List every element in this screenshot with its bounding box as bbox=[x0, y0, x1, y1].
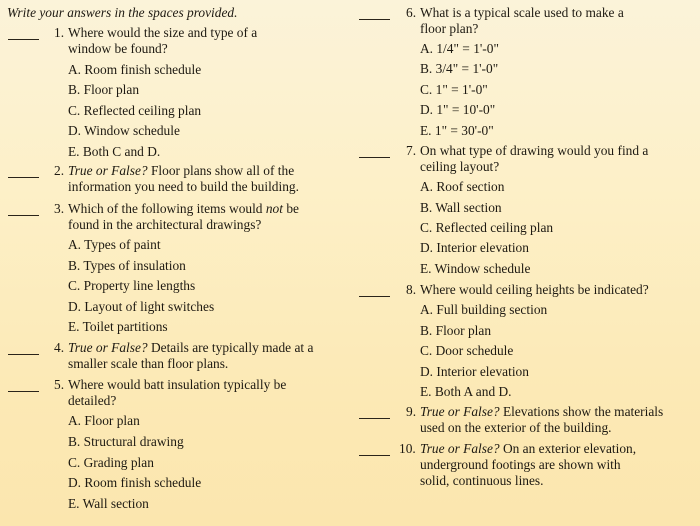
question-stem: On what type of drawing would you find a bbox=[420, 143, 649, 158]
option: E. Wall section bbox=[68, 496, 149, 511]
option: A. Floor plan bbox=[68, 413, 140, 428]
question-1 bbox=[0, 25, 350, 159]
question-stem bbox=[420, 441, 636, 457]
stem-text: be bbox=[282, 201, 299, 216]
question-stem: detailed? bbox=[68, 393, 117, 408]
option: D. Interior elevation bbox=[420, 364, 529, 379]
question-number: 7. bbox=[406, 143, 417, 158]
stem-text: On an exterior elevation, bbox=[499, 441, 637, 456]
question-10 bbox=[358, 441, 700, 491]
question-stem bbox=[68, 163, 294, 179]
option: D. Window schedule bbox=[68, 123, 180, 138]
answer-blank-10[interactable] bbox=[359, 455, 390, 456]
question-stem bbox=[68, 201, 299, 217]
answer-blank-8[interactable] bbox=[359, 296, 390, 297]
question-number: 3. bbox=[54, 201, 65, 216]
option: C. Property line lengths bbox=[68, 278, 196, 293]
stem-text: Which of the following items would bbox=[68, 201, 266, 216]
instructions: Write your answers in the spaces provided. bbox=[7, 5, 238, 20]
true-false-label: True or False? bbox=[420, 404, 500, 419]
answer-blank-2[interactable] bbox=[8, 177, 39, 178]
question-stem: What is a typical scale used to make a bbox=[420, 5, 624, 20]
question-4 bbox=[0, 340, 350, 374]
option: A. Roof section bbox=[420, 179, 505, 194]
answer-blank-9[interactable] bbox=[359, 418, 390, 419]
option: D. 1" = 10'-0" bbox=[420, 102, 496, 117]
answer-blank-6[interactable] bbox=[359, 19, 390, 20]
question-2 bbox=[0, 163, 350, 197]
true-false-label: True or False? bbox=[68, 163, 148, 178]
question-stem: information you need to build the building. bbox=[68, 179, 299, 194]
question-number: 8. bbox=[406, 282, 417, 297]
stem-text: Details are typically made at a bbox=[147, 340, 314, 355]
question-stem: underground footings are shown with bbox=[420, 457, 621, 472]
answer-blank-1[interactable] bbox=[8, 39, 39, 40]
answer-blank-7[interactable] bbox=[359, 157, 390, 158]
option: C. Grading plan bbox=[68, 455, 154, 470]
question-stem: smaller scale than floor plans. bbox=[68, 356, 229, 371]
question-8 bbox=[358, 282, 700, 398]
option: D. Layout of light switches bbox=[68, 299, 215, 314]
answer-blank-5[interactable] bbox=[8, 391, 39, 392]
option: C. Door schedule bbox=[420, 343, 514, 358]
question-stem: used on the exterior of the building. bbox=[420, 420, 612, 435]
question-7 bbox=[358, 143, 700, 278]
question-stem: solid, continuous lines. bbox=[420, 473, 544, 488]
option: C. Reflected ceiling plan bbox=[420, 220, 554, 235]
option: B. 3/4" = 1'-0" bbox=[420, 61, 499, 76]
question-stem: Where would batt insulation typically be bbox=[68, 377, 287, 392]
question-stem: window be found? bbox=[68, 41, 168, 56]
option: E. Toilet partitions bbox=[68, 319, 168, 334]
question-stem: found in the architectural drawings? bbox=[68, 217, 262, 232]
option: D. Interior elevation bbox=[420, 240, 529, 255]
question-number: 6. bbox=[406, 5, 417, 20]
emphasis-text: not bbox=[265, 201, 283, 216]
question-5 bbox=[0, 377, 350, 523]
option: D. Room finish schedule bbox=[68, 475, 202, 490]
question-number: 9. bbox=[406, 404, 417, 419]
option: A. 1/4" = 1'-0" bbox=[420, 41, 499, 56]
option: A. Types of paint bbox=[68, 237, 161, 252]
true-false-label: True or False? bbox=[68, 340, 148, 355]
option: E. Window schedule bbox=[420, 261, 531, 276]
option: B. Floor plan bbox=[68, 82, 140, 97]
option: E. 1" = 30'-0" bbox=[420, 123, 494, 138]
question-number: 10. bbox=[399, 441, 416, 456]
question-stem bbox=[68, 340, 313, 356]
question-stem: floor plan? bbox=[420, 21, 479, 36]
option: A. Room finish schedule bbox=[68, 62, 202, 77]
option: C. 1" = 1'-0" bbox=[420, 82, 488, 97]
stem-text: Floor plans show all of the bbox=[147, 163, 295, 178]
question-9 bbox=[358, 404, 700, 438]
question-number: 4. bbox=[54, 340, 65, 355]
option: C. Reflected ceiling plan bbox=[68, 103, 202, 118]
question-stem: ceiling layout? bbox=[420, 159, 500, 174]
option: B. Types of insulation bbox=[68, 258, 186, 273]
stem-text: Elevations show the materials bbox=[499, 404, 664, 419]
question-number: 2. bbox=[54, 163, 65, 178]
question-3 bbox=[0, 201, 350, 341]
question-number: 1. bbox=[54, 25, 65, 40]
true-false-label: True or False? bbox=[420, 441, 500, 456]
option: E. Both C and D. bbox=[68, 144, 161, 159]
option: A. Full building section bbox=[420, 302, 548, 317]
question-6 bbox=[358, 5, 700, 145]
answer-blank-3[interactable] bbox=[8, 215, 39, 216]
option: B. Wall section bbox=[420, 200, 502, 215]
question-number: 5. bbox=[54, 377, 65, 392]
option: B. Floor plan bbox=[420, 323, 492, 338]
option: B. Structural drawing bbox=[68, 434, 184, 449]
option: E. Both A and D. bbox=[420, 384, 512, 399]
answer-blank-4[interactable] bbox=[8, 354, 39, 355]
question-stem bbox=[420, 404, 663, 420]
question-stem: Where would the size and type of a bbox=[68, 25, 258, 40]
question-stem: Where would ceiling heights be indicated? bbox=[420, 282, 649, 297]
